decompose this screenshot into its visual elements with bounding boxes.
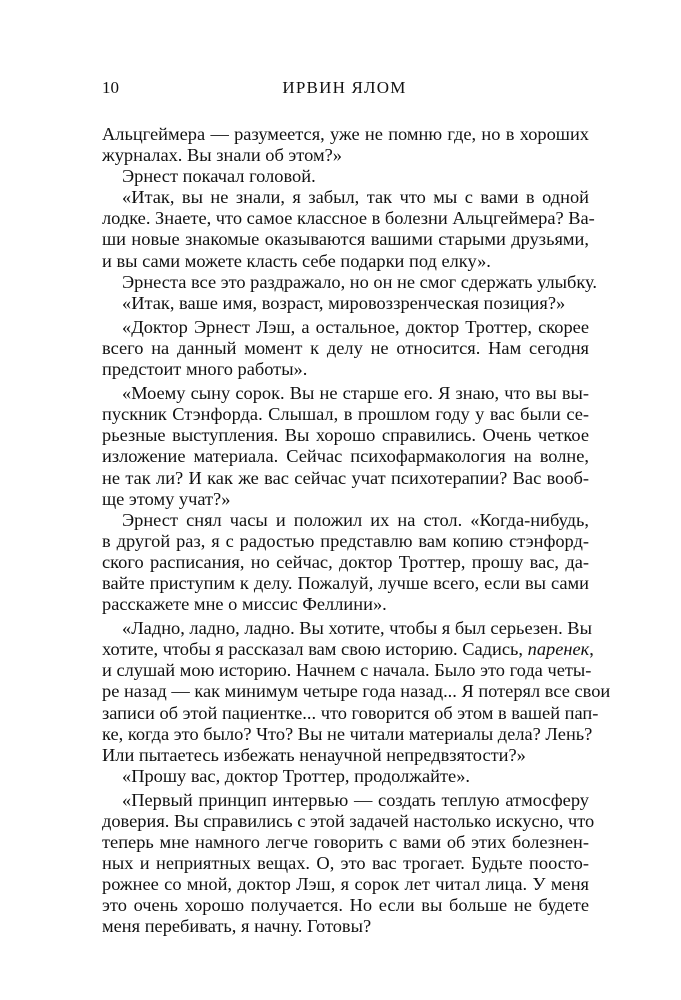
text-line: журналах. Вы знали об этом?» [102, 145, 342, 166]
body-text [102, 124, 611, 938]
text-line: это очень хорошо получается. Но если вы больше не будете [102, 895, 589, 916]
text-line: рьезные выступления. Вы хорошо справились. Очень четкое [102, 425, 589, 446]
text-fragment: хотите, чтобы я рассказал вам свою историю. Садись, [102, 639, 528, 660]
text-line: рожнее со мной, доктор Лэш, я сорок лет читал лица. У меня [102, 874, 589, 895]
text-line: вайте приступим к делу. Пожалуй, лучше всего, если вы сами [102, 572, 589, 593]
text-line: «Первый принцип интервью — создать теплую атмосферу [122, 789, 589, 810]
text-line: Эрнест снял часы и положил их на стол. «Когда-нибудь, [122, 509, 589, 530]
text-line: не так ли? И как же вас сейчас учат психотерапии? Вас вооб- [102, 467, 589, 488]
text-line [102, 639, 594, 660]
text-line: доверия. Вы справились с этой задачей настолько искусно, что [102, 811, 595, 831]
text-line: «Моему сыну сорок. Вы не старше его. Я знаю, что вы вы- [122, 383, 589, 404]
text-line: и вы сами можете класть себе подарки под елку». [102, 250, 491, 271]
text-line: ще этому учат?» [102, 488, 231, 509]
text-line: «Прошу вас, доктор Троттер, продолжайте». [122, 765, 471, 786]
text-line: пускник Стэнфорда. Слышал, в прошлом году у вас были се- [102, 404, 589, 425]
text-line: «Итак, ваше имя, возраст, мировоззренческая позиция?» [122, 292, 566, 313]
text-line: записи об этой пациентке... что говорится об этом в вашей пап- [102, 702, 599, 723]
text-line: Эрнест покачал головой. [122, 166, 316, 187]
text-line: Или пытаетесь избежать ненаучной непредвзятости?» [102, 744, 526, 765]
text-line: меня перебивать, я начну. Готовы? [102, 916, 372, 937]
text-line: лодке. Знаете, что самое классное в болезни Альцгеймера? Ва- [102, 208, 595, 229]
text-line: Альцгеймера — разумеется, уже не помню где, но в хороших [102, 124, 589, 144]
text-line: Эрнеста все это раздражало, но он не смог сдержать улыбку. [122, 271, 597, 292]
text-line: «Итак, вы не знали, я забыл, так что мы с вами в одной [122, 187, 589, 208]
text-line: расскажете мне о миссис Феллини». [102, 594, 387, 615]
text-line: ского расписания, но сейчас, доктор Троттер, прошу вас, да- [102, 551, 589, 572]
text-line: предстоит много работы». [102, 359, 308, 380]
text-line: в другой раз, я с радостью представлю вам копию стэнфорд- [102, 530, 589, 551]
text-line: «Доктор Эрнест Лэш, а остальное, доктор Троттер, скорее [122, 316, 589, 337]
text-line: «Ладно, ладно, ладно. Вы хотите, чтобы я был серьезен. Вы [122, 618, 592, 639]
text-line: и слушай мою историю. Начнем с начала. Было это года четы- [102, 660, 592, 681]
running-head-author: ИРВИН ЯЛОМ [282, 78, 407, 97]
text-line: изложение материала. Сейчас психофармакология на волне, [102, 446, 589, 467]
text-line: ши новые знакомые оказываются вашими старыми друзьями, [102, 229, 589, 250]
text-line: ке, когда это было? Что? Вы не читали материалы дела? Лень? [102, 723, 593, 744]
text-line: теперь мне намного легче говорить с вами об этих болезнен- [102, 832, 589, 853]
text-fragment: , [589, 639, 594, 660]
text-line: всего на данный момент к делу не относится. Нам сегодня [102, 337, 589, 358]
italic-word: паренек [527, 639, 590, 660]
running-head [102, 78, 587, 102]
text-line: ных и неприятных вещах. О, это вас трогает. Будьте поосто- [102, 853, 589, 874]
text-line: ре назад — как минимум четыре года назад... Я потерял все свои [102, 681, 611, 702]
page-number: 10 [102, 78, 119, 97]
